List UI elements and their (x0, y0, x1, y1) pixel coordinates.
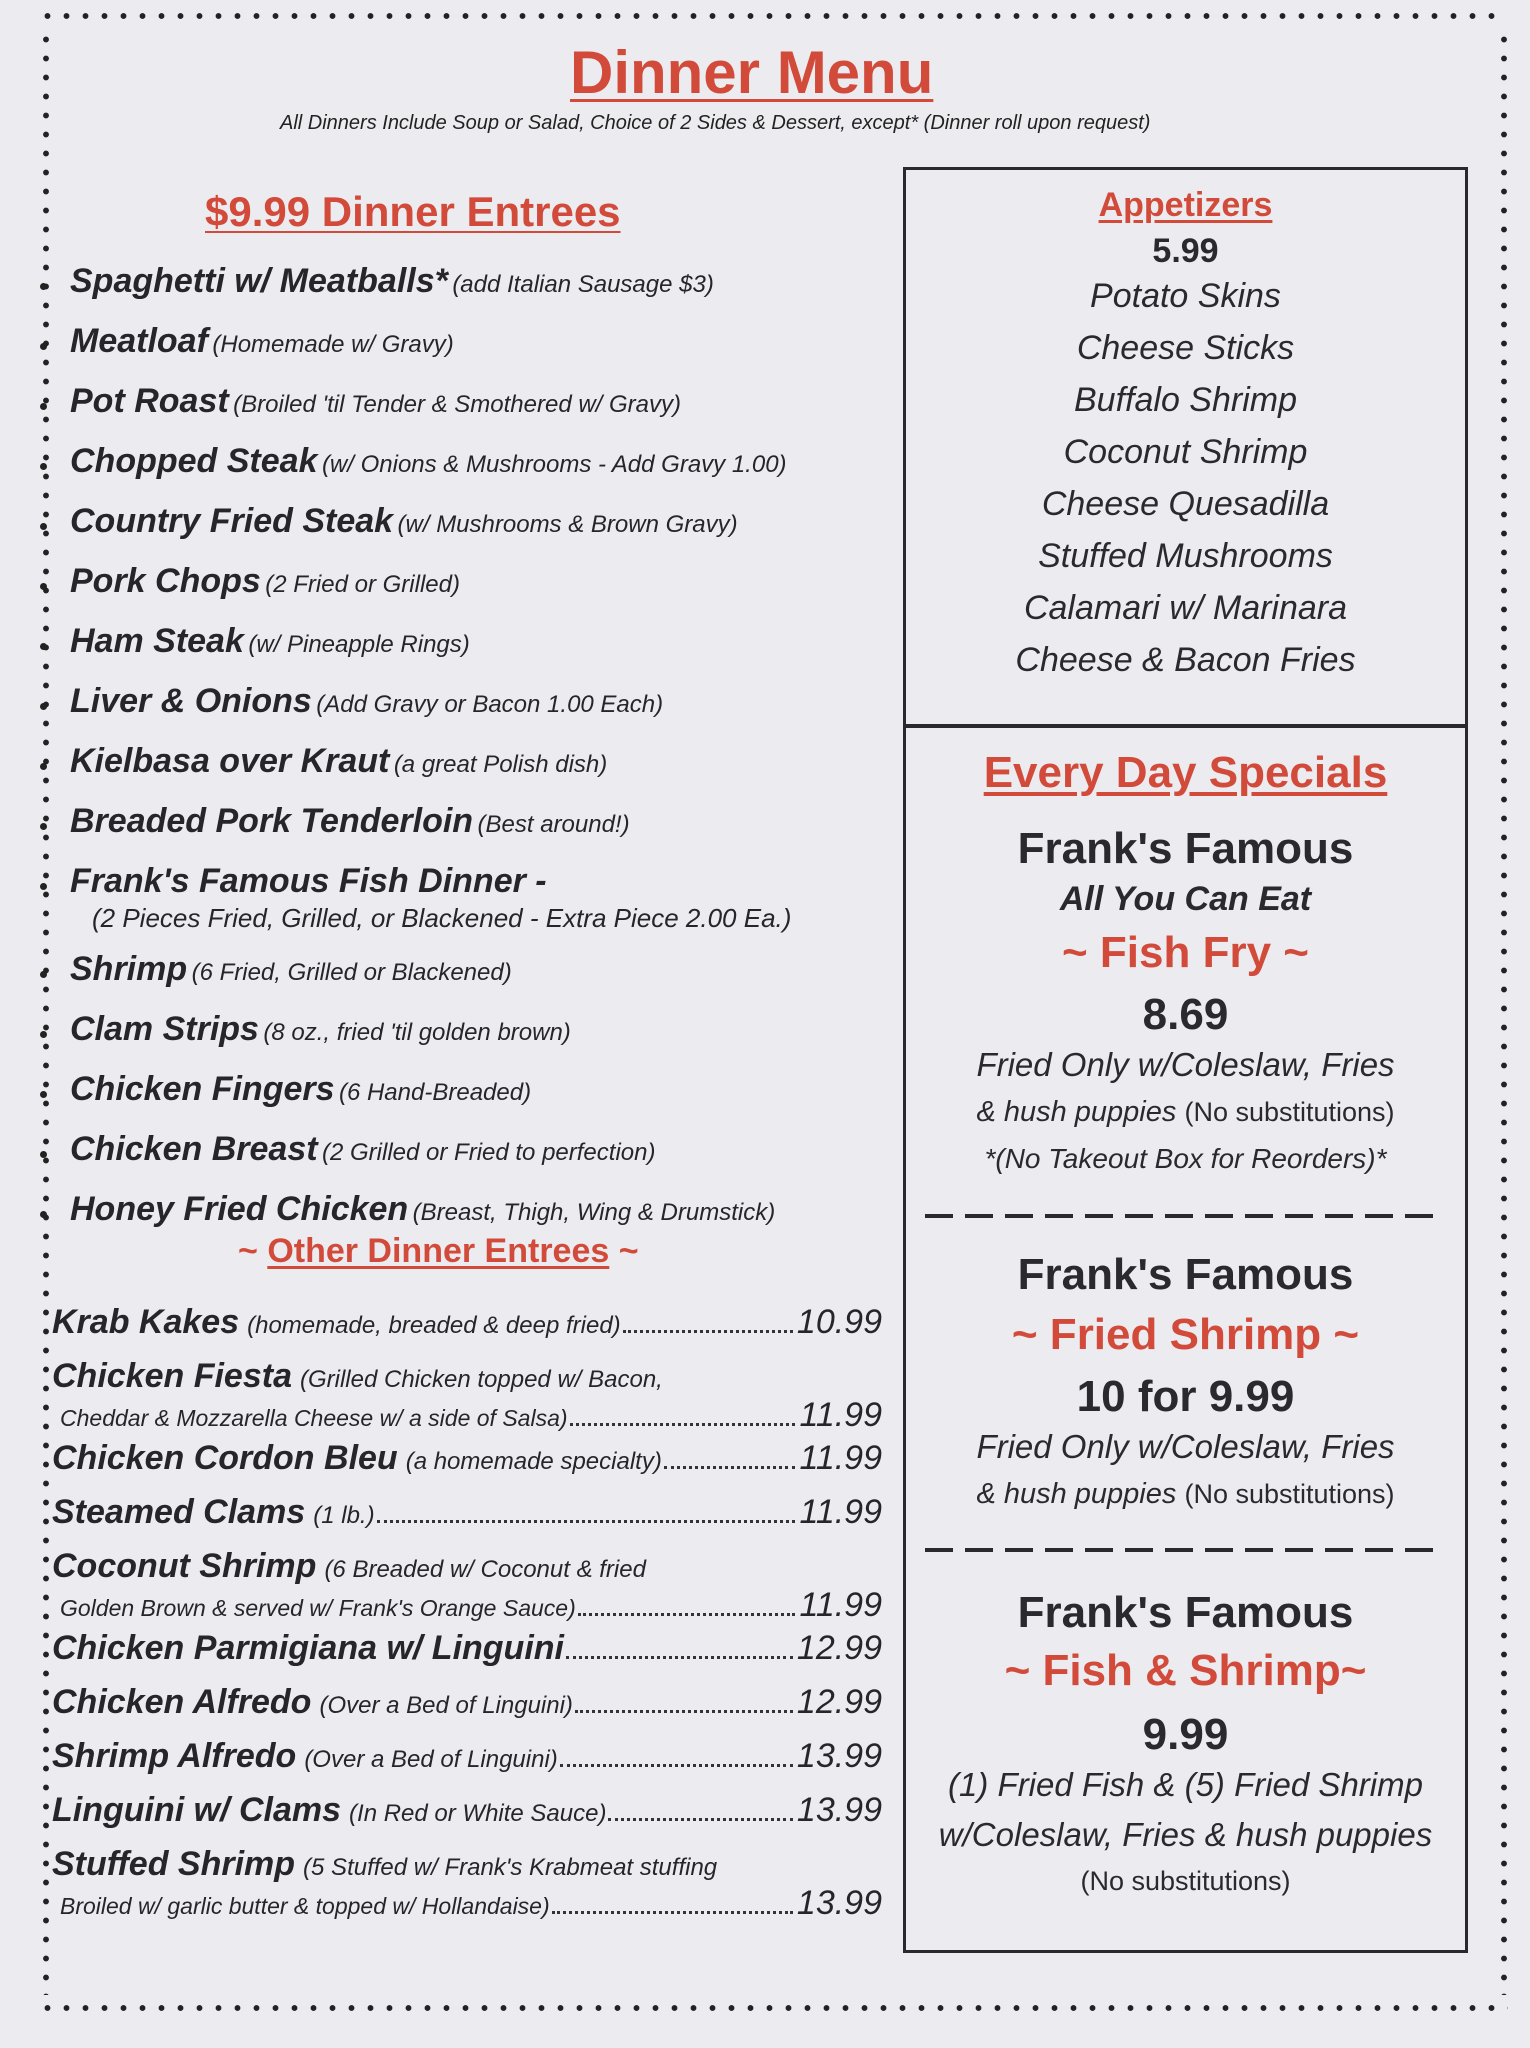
dot-leader (575, 1710, 793, 1713)
dotted-border-top (38, 12, 1498, 20)
fried-shrimp-price: 10 for 9.99 (1076, 1372, 1295, 1421)
item-price: 13.99 (796, 1737, 882, 1775)
entree-desc: (Broiled 'til Tender & Smothered w/ Gravy) (233, 391, 682, 418)
entree-item (40, 802, 900, 862)
entree-item (40, 742, 900, 802)
page-title: Dinner Menu (570, 39, 934, 106)
item-price: 10.99 (796, 1303, 882, 1341)
entree-desc: (w/ Onions & Mushrooms - Add Gravy 1.00) (321, 451, 787, 478)
heading-tilde: ~ (618, 1232, 639, 1270)
dot-leader (560, 1764, 793, 1767)
fried-shrimp-line2 (903, 1478, 1468, 1511)
fish-fry-subtitle: All You Can Eat (1059, 880, 1312, 918)
appetizer-item: Buffalo Shrimp (1074, 381, 1297, 419)
fish-fry-note: (No substitutions) (1184, 1097, 1395, 1127)
dot-leader (578, 1613, 796, 1616)
appetizer-item: Cheese Quesadilla (1041, 485, 1330, 523)
item-name: Krab Kakes (52, 1303, 240, 1341)
item-desc: (1 lb.) (313, 1502, 375, 1529)
fish-shrimp-line2: w/Coleslaw, Fries & hush puppies (938, 1816, 1433, 1853)
entree-item (40, 442, 900, 502)
priced-item (40, 1493, 882, 1547)
entree-name: Pork Chops (70, 562, 261, 600)
fish-shrimp-line1: (1) Fried Fish & (5) Fried Shrimp (948, 1766, 1423, 1803)
item-desc: (Grilled Chicken topped w/ Bacon, (299, 1366, 663, 1393)
entree-item (40, 1070, 900, 1130)
entree-item (40, 502, 900, 562)
fried-shrimp-line1: Fried Only w/Coleslaw, Fries (976, 1428, 1395, 1465)
item-price: 11.99 (799, 1493, 882, 1531)
dotted-border-bottom (38, 2004, 1508, 2012)
entree-desc: (8 oz., fried 'til golden brown) (263, 1019, 571, 1046)
entree-name: Meatloaf (70, 322, 208, 360)
item-desc: (Over a Bed of Linguini) (304, 1746, 558, 1773)
item-price: 11.99 (799, 1586, 882, 1624)
entree-name: Liver & Onions (70, 682, 312, 720)
fish-shrimp-line3: (No substitutions) (1080, 1866, 1291, 1896)
priced-item (40, 1737, 882, 1791)
fried-shrimp-note: (No substitutions) (1184, 1479, 1395, 1509)
entree-item (40, 1010, 900, 1070)
item-name: Stuffed Shrimp (52, 1845, 296, 1883)
entree-name: Chicken Fingers (70, 1070, 335, 1108)
heading-text: Other Dinner Entrees (267, 1232, 610, 1270)
fish-fry-name: ~ Fish Fry ~ (1062, 928, 1309, 977)
entree-desc: (Best around!) (477, 811, 630, 838)
priced-item (40, 1683, 882, 1737)
item-desc: (Over a Bed of Linguini) (319, 1692, 573, 1719)
fried-shrimp-line2-text: & hush puppies (976, 1478, 1177, 1510)
entree-name: Kielbasa over Kraut (70, 742, 390, 780)
fish-fry-line3: *(No Takeout Box for Reorders)* (984, 1143, 1387, 1174)
item-name: Linguini w/ Clams (52, 1791, 342, 1829)
fish-shrimp-title: Frank's Famous (1017, 1588, 1354, 1637)
entree-item (40, 322, 900, 382)
entree-name: Chicken Breast (70, 1130, 318, 1168)
item-price: 13.99 (796, 1791, 882, 1829)
item-desc: (6 Breaded w/ Coconut & fried (324, 1556, 646, 1583)
specials-heading: Every Day Specials (983, 748, 1388, 797)
item-desc-cont: Broiled w/ garlic butter & topped w/ Hollandaise) (60, 1893, 550, 1919)
item-price: 11.99 (799, 1396, 882, 1434)
entree-item (40, 622, 900, 682)
entree-desc: (2 Fried or Grilled) (265, 571, 460, 598)
entree-item (40, 950, 900, 1010)
entree-name: Spaghetti w/ Meatballs* (70, 262, 448, 300)
entree-name: Breaded Pork Tenderloin (70, 802, 474, 840)
item-desc: (homemade, breaded & deep fried) (247, 1312, 621, 1339)
item-name: Shrimp Alfredo (52, 1737, 297, 1775)
item-desc: (5 Stuffed w/ Frank's Krabmeat stuffing (303, 1854, 718, 1881)
entree-desc: (w/ Mushrooms & Brown Gravy) (397, 511, 738, 538)
box-divider (903, 724, 1468, 728)
item-desc: (In Red or White Sauce) (349, 1800, 607, 1827)
entree-name: Frank's Famous Fish Dinner - (70, 862, 547, 900)
dot-leader (566, 1656, 793, 1659)
priced-item (40, 1791, 882, 1845)
other-entrees-list (40, 1303, 900, 1927)
entree-name: Country Fried Steak (70, 502, 394, 540)
appetizer-item: Calamari w/ Marinara (1023, 589, 1348, 627)
other-entrees-heading (238, 1232, 639, 1271)
entree-desc: (Homemade w/ Gravy) (212, 331, 454, 358)
entree-desc: (a great Polish dish) (393, 751, 608, 778)
dot-leader (552, 1911, 793, 1914)
entree-desc: (2 Pieces Fried, Grilled, or Blackened - Extra Piece 2.00 Ea.) (92, 903, 792, 933)
entrees-heading: $9.99 Dinner Entrees (205, 188, 621, 235)
entrees-list (40, 262, 900, 1250)
fish-fry-title: Frank's Famous (1017, 824, 1354, 873)
fish-shrimp-price: 9.99 (1142, 1710, 1229, 1759)
dashed-divider (925, 1548, 1445, 1552)
priced-item (40, 1629, 882, 1683)
item-name: Coconut Shrimp (52, 1547, 317, 1585)
item-price: 13.99 (796, 1884, 882, 1922)
entree-desc: (w/ Pineapple Rings) (248, 631, 470, 658)
appetizers-heading: Appetizers (1098, 186, 1273, 224)
item-name: Steamed Clams (52, 1493, 306, 1531)
entree-desc: (Breast, Thigh, Wing & Drumstick) (412, 1199, 776, 1226)
dot-leader (664, 1466, 796, 1469)
entree-item (40, 682, 900, 742)
dot-leader (608, 1818, 792, 1821)
item-price: 12.99 (796, 1683, 882, 1721)
page-subtitle: All Dinners Include Soup or Salad, Choice of 2 Sides & Dessert, except* (Dinner roll upon request) (280, 112, 1151, 134)
item-name: Chicken Parmigiana w/ Linguini (52, 1629, 564, 1667)
appetizer-item: Cheese & Bacon Fries (1015, 641, 1356, 679)
item-desc-cont: Cheddar & Mozzarella Cheese w/ a side of Salsa) (60, 1405, 568, 1431)
priced-item (40, 1439, 882, 1493)
appetizer-item: Stuffed Mushrooms (1038, 537, 1333, 575)
priced-item (40, 1303, 882, 1357)
appetizers-list (903, 270, 1468, 686)
entree-name: Chopped Steak (70, 442, 318, 480)
appetizer-item: Cheese Sticks (1076, 329, 1295, 367)
entree-item (40, 1130, 900, 1190)
entree-name: Shrimp (70, 950, 188, 988)
entree-name: Clam Strips (70, 1010, 259, 1048)
item-desc-cont: Golden Brown & served w/ Frank's Orange Sauce) (60, 1595, 576, 1621)
appetizer-item: Coconut Shrimp (1063, 433, 1308, 471)
heading-tilde: ~ (238, 1232, 258, 1270)
item-name: Chicken Fiesta (52, 1357, 292, 1395)
dot-leader (570, 1423, 796, 1426)
item-price: 11.99 (799, 1439, 882, 1477)
appetizer-item: Potato Skins (1090, 277, 1281, 315)
entree-item (40, 262, 900, 322)
fish-fry-line2 (903, 1096, 1468, 1129)
entree-desc: (6 Fried, Grilled or Blackened) (191, 959, 512, 986)
entree-name: Honey Fried Chicken (70, 1190, 409, 1228)
entree-item (40, 562, 900, 622)
dotted-border-right (1500, 30, 1508, 1995)
entree-item (40, 382, 900, 442)
dashed-divider (925, 1214, 1445, 1218)
entree-desc: (Add Gravy or Bacon 1.00 Each) (316, 691, 664, 718)
fried-shrimp-name: ~ Fried Shrimp ~ (1011, 1310, 1360, 1359)
item-price: 12.99 (796, 1629, 882, 1667)
fish-shrimp-name: ~ Fish & Shrimp~ (1004, 1646, 1367, 1695)
fish-fry-line2-text: & hush puppies (976, 1096, 1177, 1128)
dot-leader (377, 1520, 796, 1523)
entree-name: Ham Steak (70, 622, 244, 660)
dot-leader (623, 1330, 793, 1333)
item-name: Chicken Cordon Bleu (52, 1439, 398, 1477)
entree-desc: (add Italian Sausage $3) (452, 271, 714, 298)
item-desc: (a homemade specialty) (405, 1448, 662, 1475)
item-name: Chicken Alfredo (52, 1683, 312, 1721)
priced-item (40, 1357, 882, 1439)
priced-item (40, 1547, 882, 1629)
entree-item (40, 862, 900, 950)
entree-name: Pot Roast (70, 382, 229, 420)
fried-shrimp-title: Frank's Famous (1017, 1250, 1354, 1299)
priced-item (40, 1845, 882, 1927)
fish-fry-price: 8.69 (1142, 990, 1229, 1039)
entree-desc: (6 Hand-Breaded) (338, 1079, 532, 1106)
appetizers-price: 5.99 (1152, 232, 1219, 270)
fish-fry-line1: Fried Only w/Coleslaw, Fries (976, 1046, 1395, 1083)
entree-desc: (2 Grilled or Fried to perfection) (322, 1139, 656, 1166)
